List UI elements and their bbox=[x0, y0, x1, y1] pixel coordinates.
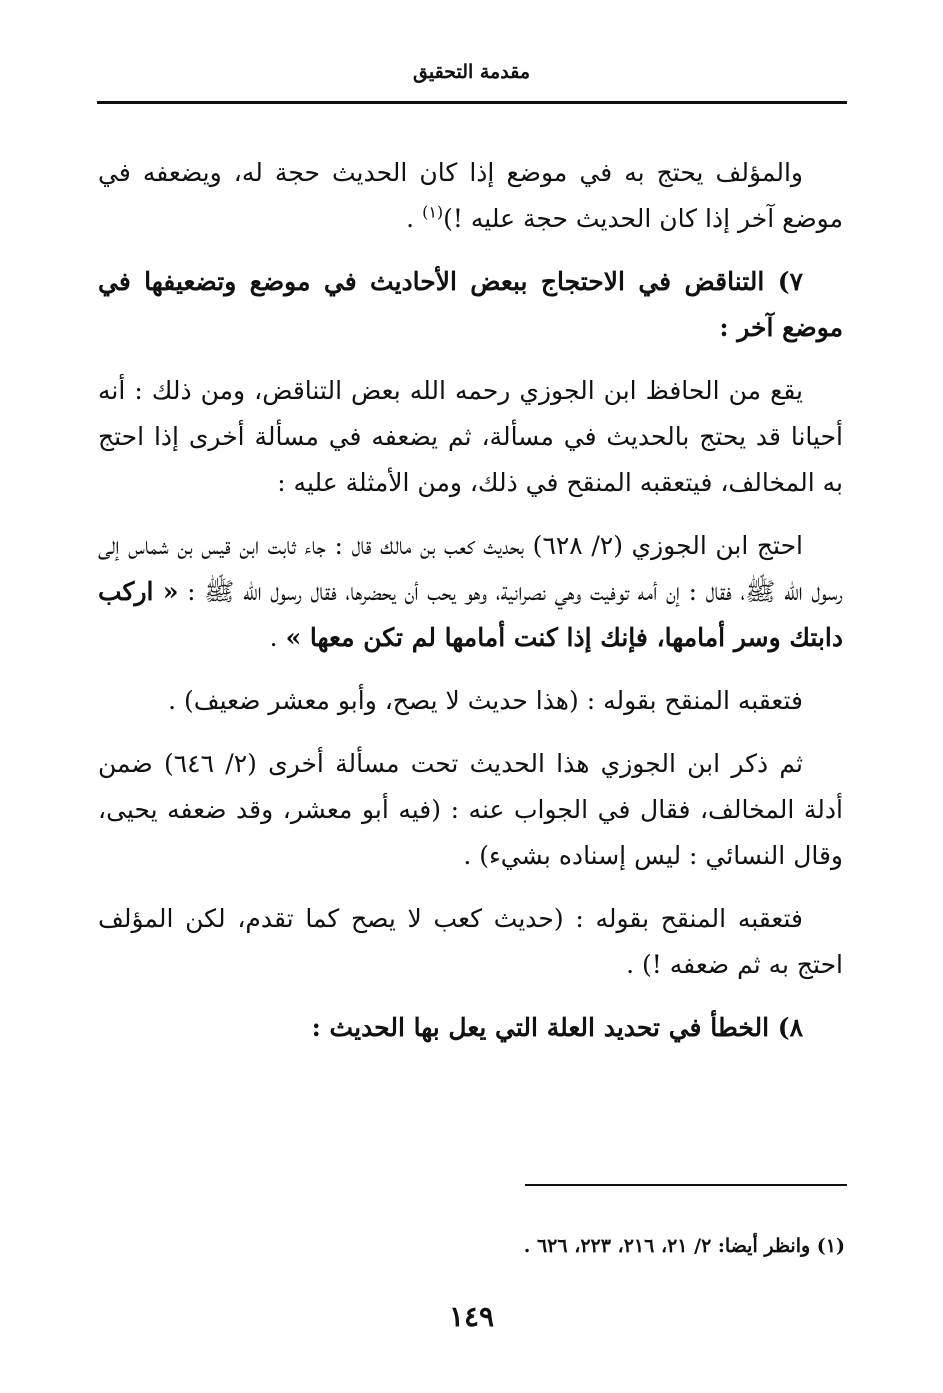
paragraph-1-end: . bbox=[406, 204, 423, 233]
paragraph-3 bbox=[98, 523, 843, 661]
hadith-quote: « اركب دابتك وسر أمامها، فإنك إذا كنت أمامها لم تكن معها » bbox=[98, 577, 843, 652]
footnote-reference: (١) bbox=[422, 202, 444, 222]
paragraph-2: يقع من الحافظ ابن الجوزي رحمه الله بعض التناقض، ومن ذلك : أنه أحيانا قد يحتج بالحديث في مسألة، ثم يضعفه في مسألة أخرى إذا احتج به المخالف، فيتعقبه المنقح في ذلك، ومن الأمثلة عليه : bbox=[98, 376, 843, 497]
page-number: ١٤٩ bbox=[448, 1300, 495, 1333]
section-heading-7: ٧) التناقض في الاحتجاج ببعض الأحاديث في موضع وتضعيفها في موضع آخر : bbox=[98, 267, 843, 342]
paragraph-6: فتعقبه المنقح بقوله : (حديث كعب لا يصح كما تقدم، لكن المؤلف احتج به ثم ضعفه !) . bbox=[98, 904, 843, 979]
paragraph-3-end: . bbox=[269, 623, 286, 652]
paragraph-5: ثم ذكر ابن الجوزي هذا الحديث تحت مسألة أخرى (٢/ ٦٤٦) ضمن أدلة المخالف، فقال في الجواب عنه : (فيه أبو معشر، وقد ضعفه يحيى، وقال النسائي : ليس إسناده بشيء) . bbox=[98, 749, 843, 870]
main-text bbox=[98, 150, 843, 1068]
footnote-1: (١) وانظر أيضا: ٢/ ٢١، ٢١٦، ٢٢٣، ٦٢٦ . bbox=[523, 1235, 845, 1257]
paragraph-4: فتعقبه المنقح بقوله : (هذا حديث لا يصح، وأبو معشر ضعيف) . bbox=[168, 686, 803, 715]
section-heading-8: ٨) الخطأ في تحديد العلة التي يعل بها الحديث : bbox=[311, 1013, 803, 1042]
paragraph-3-text: احتج ابن الجوزي (٢/ ٦٢٨) بحديث كعب بن مالك قال : جاء ثابت ابن قيس بن شماس إلى رسول الله ﷺ، فقال : إن أمه توفيت وهي نصرانية، وهو يحب أن يحضرها، فقال رسول الله ﷺ : bbox=[98, 531, 843, 606]
footnote-rule bbox=[525, 1184, 847, 1186]
paragraph-1 bbox=[98, 150, 843, 242]
running-header: مقدمة التحقيق bbox=[413, 61, 530, 83]
paragraph-1-text: والمؤلف يحتج به في موضع إذا كان الحديث حجة له، ويضعفه في موضع آخر إذا كان الحديث حجة عليه !) bbox=[98, 158, 843, 233]
header-rule bbox=[97, 101, 847, 104]
